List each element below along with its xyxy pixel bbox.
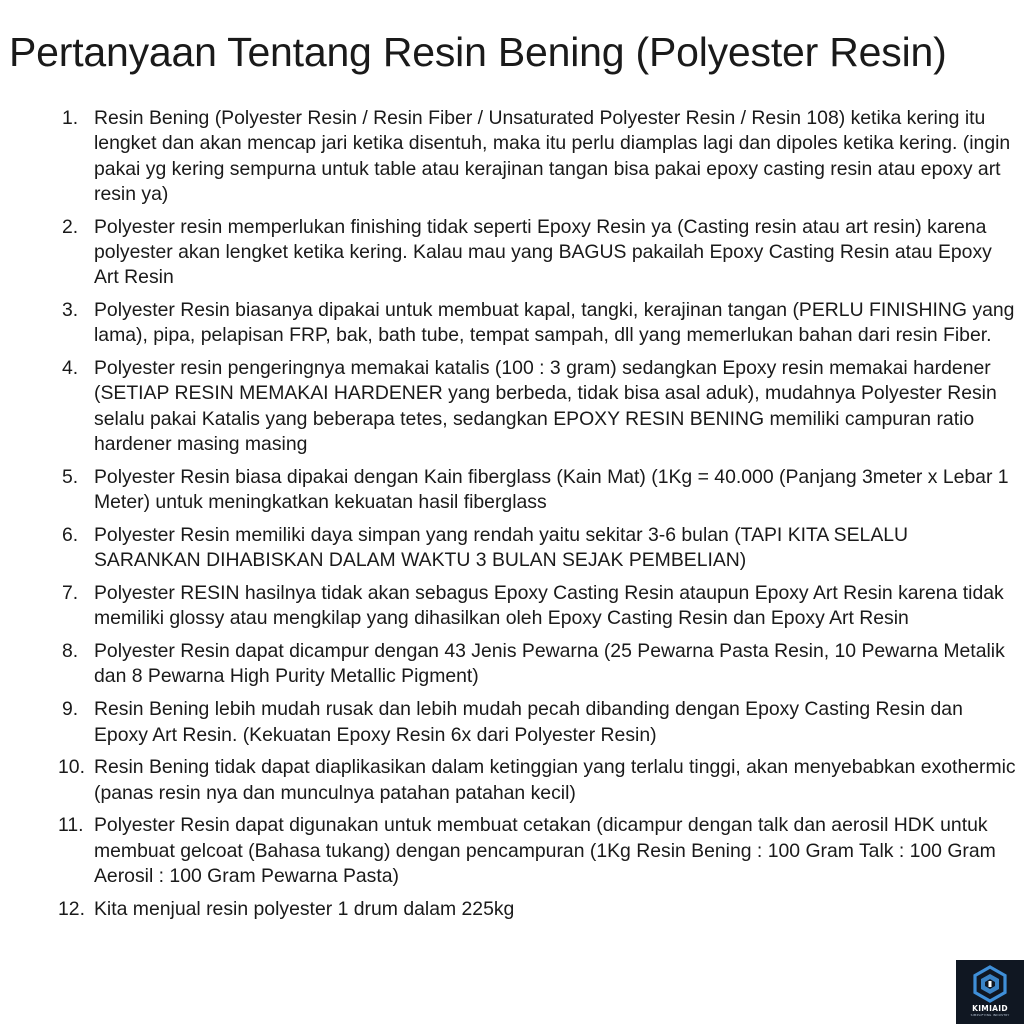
list-item-number: 6.: [62, 523, 79, 546]
list-item-number: 8.: [62, 640, 79, 663]
list-item-number: 4.: [62, 357, 79, 380]
list-item: [56, 523, 1018, 574]
list-item-number: 7.: [62, 582, 79, 605]
list-item-number: 9.: [62, 698, 79, 721]
list-item: [56, 215, 1018, 291]
list-item-text: Polyester Resin biasanya dipakai untuk membuat kapal, tangki, kerajinan tangan (PERLU FINISHING yang lama), pipa, pelapisan FRP, bak, bath tube, tempat sampah, dll yang memerlukan bahan dari resin Fiber.: [94, 299, 1015, 347]
list-item-text: Kita menjual resin polyester 1 drum dalam 225kg: [94, 897, 515, 920]
logo-name: KIMIAID: [972, 1004, 1008, 1013]
list-item-number: 3.: [62, 299, 79, 322]
list-item-text: Polyester resin memperlukan finishing tidak seperti Epoxy Resin ya (Casting resin atau art resin) karena polyester akan lengket ketika kering. Kalau mau yang BAGUS pakailah Epoxy Casting Resin atau Epoxy Art Resin: [94, 215, 992, 289]
list-item: [56, 755, 1018, 806]
slide-title: Pertanyaan Tentang Resin Bening (Polyester Resin): [9, 29, 947, 75]
list-item: [56, 897, 1018, 922]
list-item: [56, 356, 1018, 457]
list-item-text: Resin Bening lebih mudah rusak dan lebih mudah pecah dibanding dengan Epoxy Casting Resin dan Epoxy Art Resin. (Kekuatan Epoxy Resin 6x dari Polyester Resin): [94, 698, 963, 746]
list-item: [56, 639, 1018, 690]
list-item-number: 11.: [58, 814, 84, 837]
list-item-number: 5.: [62, 465, 79, 488]
logo-tagline: SIMPLIFYING INDUSTRY: [970, 1013, 1010, 1017]
list-item-text: Resin Bening tidak dapat diaplikasikan dalam ketinggian yang terlalu tinggi, akan menyebabkan exothermic (panas resin nya dan munculnya patahan patahan kecil): [94, 756, 1016, 804]
list-item-text: Polyester Resin dapat digunakan untuk membuat cetakan (dicampur dengan talk dan aerosil HDK untuk membuat gelcoat (Bahasa tukang) dengan pencampuran (1Kg Resin Bening : 100 Gram Talk : 100 Gram Aerosil : 100 Gram Pewarna Pasta): [94, 814, 996, 888]
list-item: [56, 813, 1018, 889]
list-item-text: Polyester Resin dapat dicampur dengan 43 Jenis Pewarna (25 Pewarna Pasta Resin, 10 Pewarna Metalik dan 8 Pewarna High Purity Metallic Pigment): [94, 640, 1005, 688]
list-item-number: 1.: [62, 107, 79, 129]
list-item: [56, 106, 1018, 207]
list-item-text: Polyester Resin memiliki daya simpan yang rendah yaitu sekitar 3-6 bulan (TAPI KITA SELALU SARANKAN DIHABISKAN DALAM WAKTU 3 BULAN SEJAK PEMBELIAN): [94, 523, 909, 572]
list-item-text: Polyester Resin biasa dipakai dengan Kain fiberglass (Kain Mat) (1Kg = 40.000 (Panjang 3meter x Lebar 1 Meter) untuk meningkatkan kekuatan hasil fiberglass: [94, 465, 1009, 514]
list-item: [56, 581, 1018, 632]
list-item: [56, 465, 1018, 516]
kimiaid-logo-icon: [970, 965, 1010, 1003]
point-list: [56, 106, 1018, 930]
list-item-text: Polyester resin pengeringnya memakai katalis (100 : 3 gram) sedangkan Epoxy resin memakai hardener (SETIAP RESIN MEMAKAI HARDENER yang berbeda, tidak bisa asal aduk), mudahnya Polyester Resin selalu pakai Katalis yang beberapa tetes, sedangkan EPOXY RESIN BENING memiliki campuran ratio hardener masing masing: [94, 357, 997, 456]
list-item-text: Resin Bening (Polyester Resin / Resin Fiber / Unsaturated Polyester Resin / Resin 108) ketika kering itu lengket dan akan mencap jari ketika disentuh, maka itu perlu diamplas lagi dan dipoles ketika kering. (ingin pakai yg kering sempurna untuk table atau kerajinan tangan bisa pakai epoxy casting resin atau epoxy art resin ya): [94, 107, 1011, 205]
list-item-text: Polyester RESIN hasilnya tidak akan sebagus Epoxy Casting Resin ataupun Epoxy Art Resin karena tidak memiliki glossy atau mengkilap yang dihasilkan oleh Epoxy Casting Resin dan Epoxy Art Resin: [94, 582, 1004, 630]
list-item-number: 10.: [58, 756, 85, 779]
list-item-number: 2.: [62, 215, 79, 238]
list-item: [56, 298, 1018, 349]
list-item: [56, 697, 1018, 748]
brand-logo: [956, 960, 1024, 1024]
list-item-number: 12.: [58, 897, 85, 920]
